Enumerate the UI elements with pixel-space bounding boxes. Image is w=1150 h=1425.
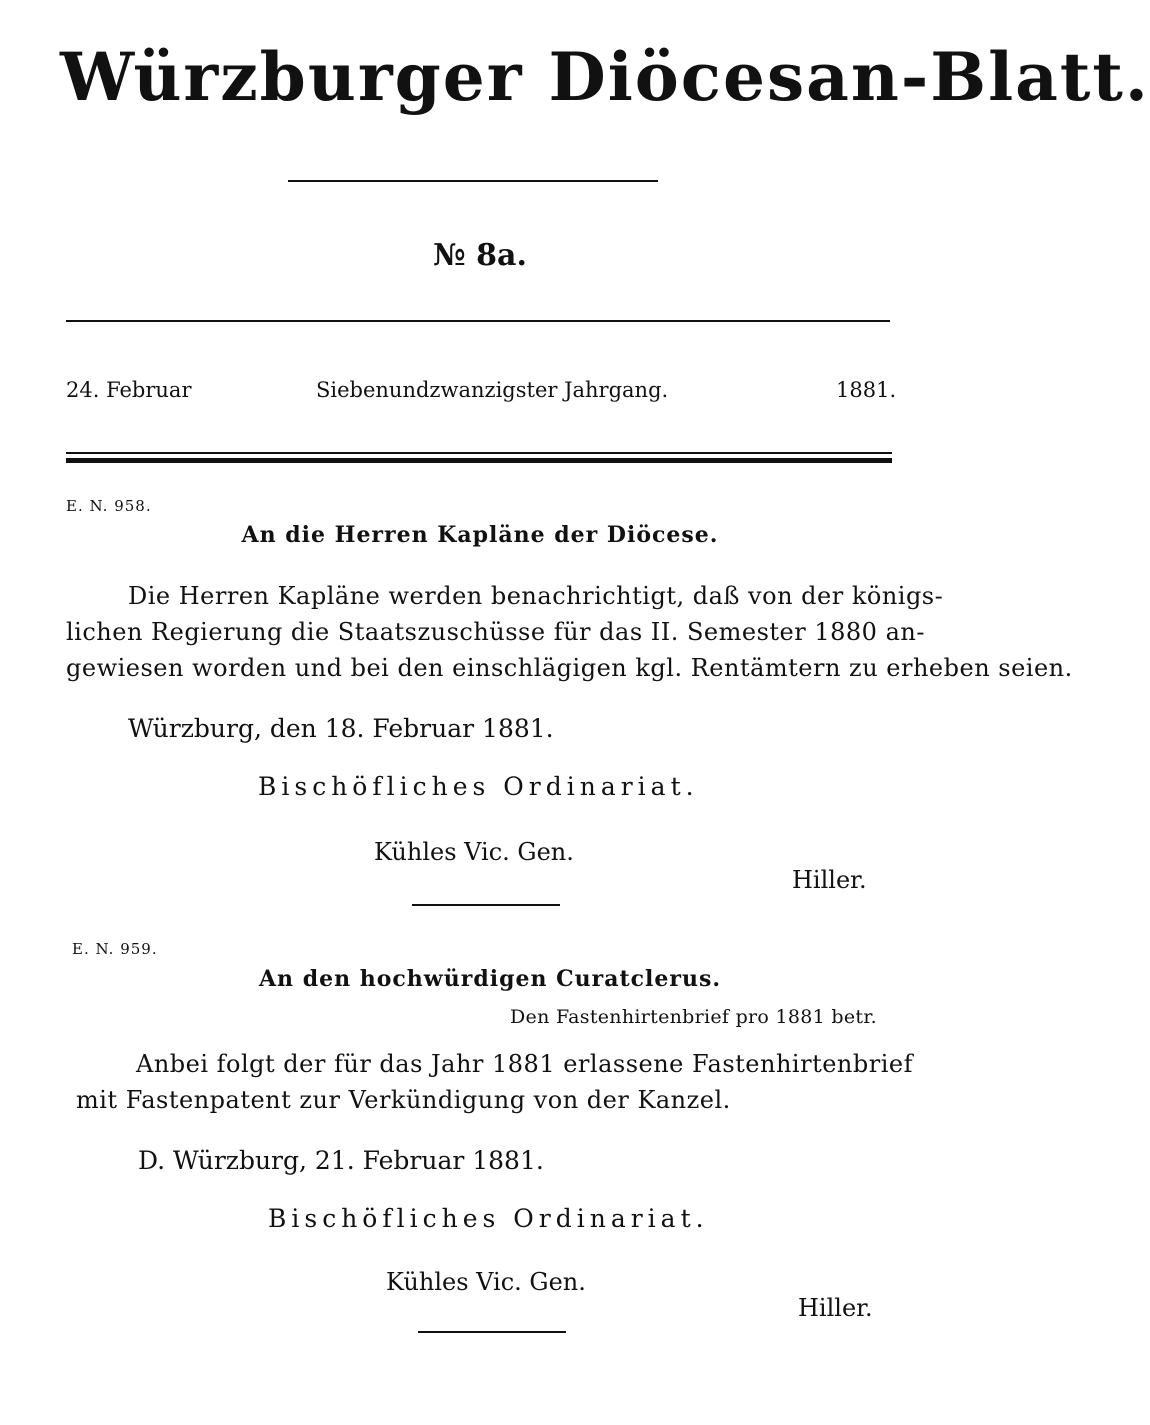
notice-authority: Bischöfliches Ordinariat.	[268, 1204, 709, 1233]
top-rule	[66, 320, 890, 322]
notice-signer-secretary: Hiller.	[798, 1294, 873, 1322]
notice-body-line: lichen Regierung die Staatszuschüsse für das II. Semester 1880 an-	[66, 618, 925, 646]
notice-body-line: Die Herren Kapläne werden benachrichtigt, daß von der königs-	[128, 582, 944, 610]
notice-place-date: Würzburg, den 18. Februar 1881.	[128, 714, 554, 743]
issue-number: № 8a.	[433, 238, 527, 273]
notice-divider	[412, 904, 560, 906]
issue-volume: Siebenundzwanzigster Jahrgang.	[316, 378, 669, 402]
notice-body-line: mit Fastenpatent zur Verkündigung von der Kanzel.	[76, 1086, 731, 1114]
masthead-divider	[288, 180, 658, 182]
dateline-rule-thin	[66, 452, 892, 454]
closing-divider	[418, 1331, 566, 1333]
notice-body-line: gewiesen worden und bei den einschlägigen kgl. Rentämtern zu erheben seien.	[66, 654, 1073, 682]
notice-heading: An den hochwürdigen Curatclerus.	[258, 966, 721, 992]
notice-authority: Bischöfliches Ordinariat.	[258, 772, 699, 801]
masthead-title: Würzburger Diöcesan-Blatt.	[60, 38, 1150, 116]
notice-reference: E. N. 959.	[72, 940, 158, 958]
notice-reference: E. N. 958.	[66, 497, 152, 515]
dateline-rule-thick	[66, 458, 892, 463]
notice-place-date: D. Würzburg, 21. Februar 1881.	[138, 1146, 544, 1175]
issue-year: 1881.	[836, 378, 897, 402]
issue-date: 24. Februar	[66, 378, 192, 402]
notice-body-line: Anbei folgt der für das Jahr 1881 erlassene Fastenhirtenbrief	[136, 1050, 913, 1078]
notice-signer-vicar: Kühles Vic. Gen.	[374, 838, 574, 866]
notice-subject: Den Fastenhirtenbrief pro 1881 betr.	[510, 1006, 877, 1028]
notice-signer-secretary: Hiller.	[792, 866, 867, 894]
notice-signer-vicar: Kühles Vic. Gen.	[386, 1268, 586, 1296]
notice-heading: An die Herren Kapläne der Diöcese.	[241, 522, 719, 548]
